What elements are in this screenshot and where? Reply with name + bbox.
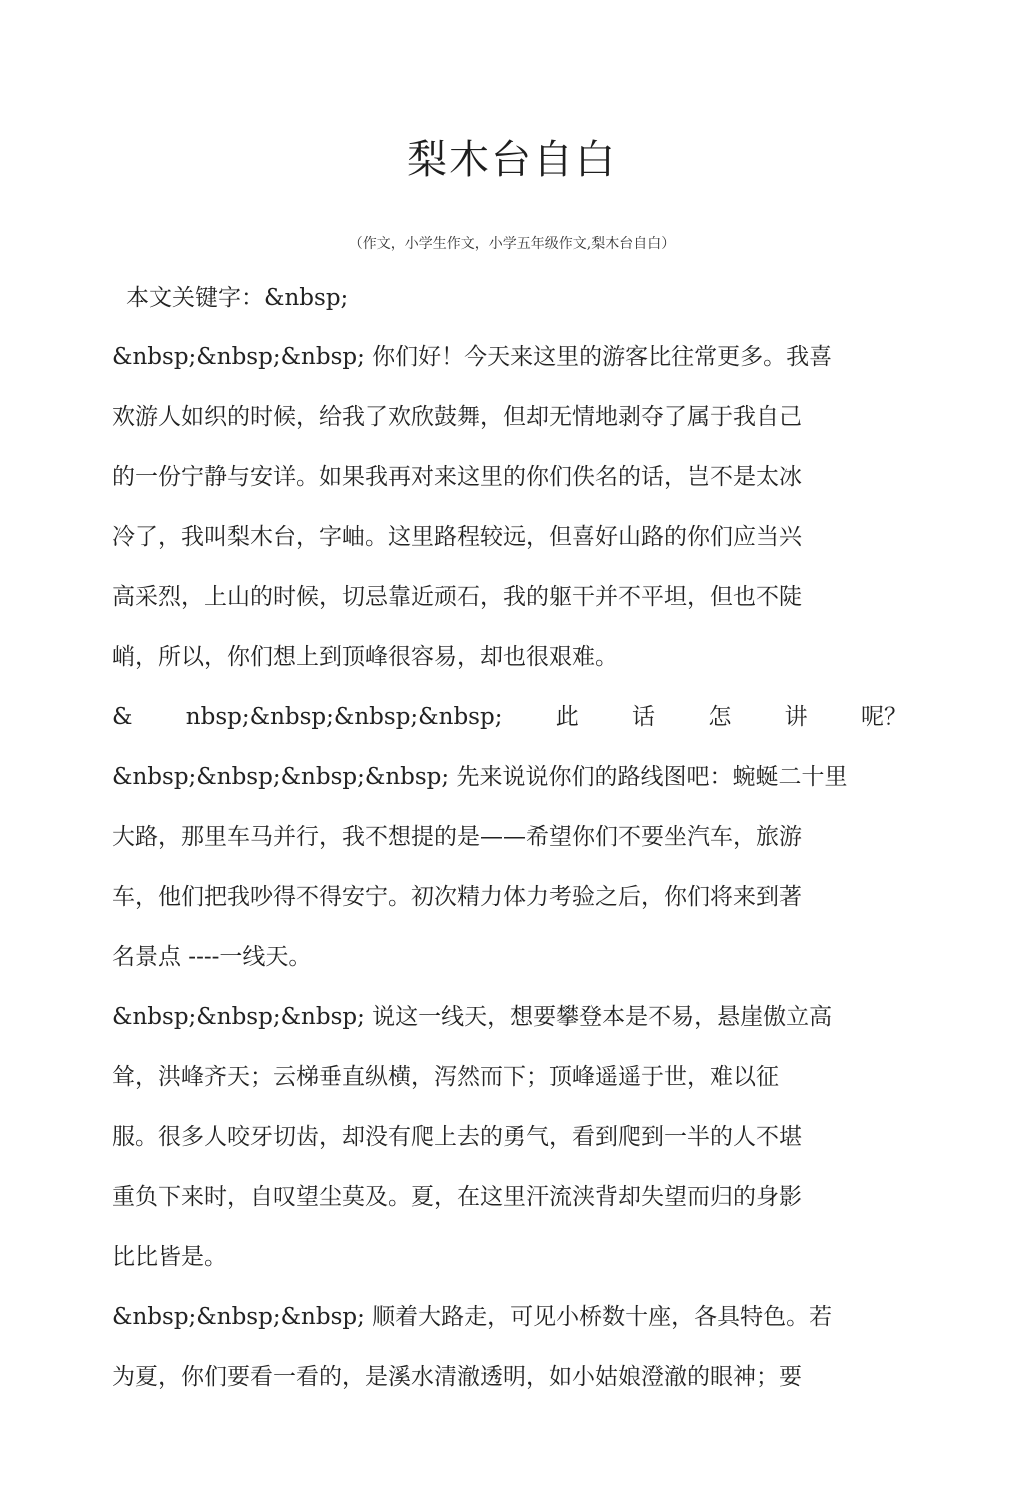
keyword-line: 本文关键字：&nbsp; bbox=[126, 285, 349, 311]
paragraph-line: 车，他们把我吵得不得安宁。初次精力体力考验之后，你们将来到著 bbox=[112, 884, 802, 910]
justified-word: 呢？ bbox=[860, 704, 907, 730]
justified-word: 话 bbox=[632, 704, 656, 730]
justified-word: & bbox=[112, 704, 133, 730]
paragraph-line: 服。很多人咬牙切齿，却没有爬上去的勇气，看到爬到一半的人不堪 bbox=[112, 1124, 802, 1150]
paragraph-line: 峭，所以，你们想上到顶峰很容易，却也很艰难。 bbox=[112, 644, 618, 670]
paragraph-line: &nbsp;&nbsp;&nbsp; 说这一线天，想要攀登本是不易，悬崖傲立高 bbox=[112, 1004, 833, 1030]
paragraph-line: 耸，洪峰齐天；云梯垂直纵横，泻然而下；顶峰遥遥于世，难以征 bbox=[112, 1064, 779, 1090]
document-title: 梨木台自白 bbox=[407, 137, 617, 183]
justified-word: nbsp;&nbsp;&nbsp;&nbsp; bbox=[185, 704, 503, 730]
justified-word: 讲 bbox=[784, 704, 808, 730]
paragraph-line: 为夏，你们要看一看的，是溪水清澈透明，如小姑娘澄澈的眼神；要 bbox=[112, 1364, 802, 1390]
paragraph-line: 名景点 ----一线天。 bbox=[112, 944, 312, 970]
paragraph-line: 重负下来时，自叹望尘莫及。夏，在这里汗流浃背却失望而归的身影 bbox=[112, 1184, 802, 1210]
paragraph-line: 高采烈，上山的时候，切忌靠近顽石，我的躯干并不平坦，但也不陡 bbox=[112, 584, 802, 610]
paragraph-line: 大路，那里车马并行，我不想提的是——希望你们不要坐汽车，旅游 bbox=[112, 824, 802, 850]
paragraph-line: 比比皆是。 bbox=[112, 1244, 227, 1270]
paragraph-line: 冷了，我叫梨木台，字岫。这里路程较远，但喜好山路的你们应当兴 bbox=[112, 524, 802, 550]
justified-line bbox=[112, 701, 907, 733]
document-subtitle: （作文，小学生作文，小学五年级作文,梨木台自白） bbox=[348, 236, 676, 252]
paragraph-line: &nbsp;&nbsp;&nbsp; 你们好！今天来这里的游客比往常更多。我喜 bbox=[112, 344, 833, 370]
paragraph-line: &nbsp;&nbsp;&nbsp; 顺着大路走，可见小桥数十座，各具特色。若 bbox=[112, 1304, 833, 1330]
paragraph-line: 欢游人如织的时候，给我了欢欣鼓舞，但却无情地剥夺了属于我自己 bbox=[112, 404, 802, 430]
justified-word: 此 bbox=[555, 704, 579, 730]
paragraph-line: &nbsp;&nbsp;&nbsp;&nbsp; 先来说说你们的路线图吧：蜿蜒二十里 bbox=[112, 764, 848, 790]
justified-word: 怎 bbox=[708, 704, 732, 730]
paragraph-line: 的一份宁静与安详。如果我再对来这里的你们佚名的话，岂不是太冰 bbox=[112, 464, 802, 490]
